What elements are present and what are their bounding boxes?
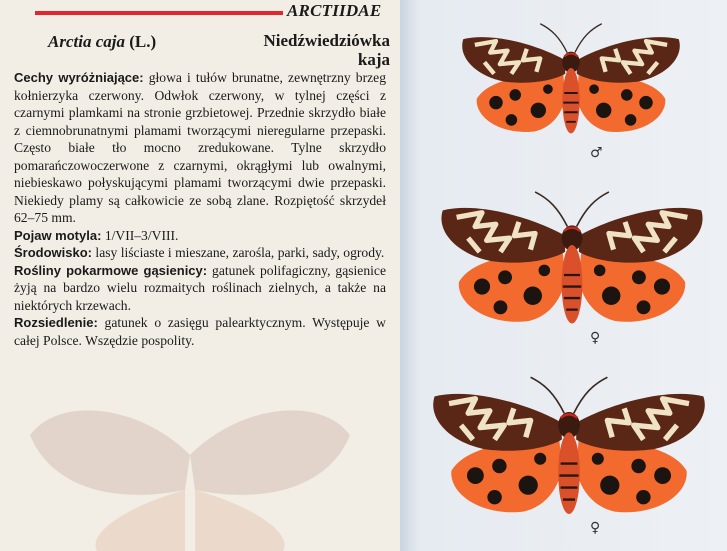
section-text: gatunek polifagiczny, gąsienice żyją na bardzo wielu rozmaitych roślinach zielnych, a także na niektórych krzewach.	[14, 262, 386, 313]
section-distribution	[14, 314, 386, 349]
section-text: głowa i tułów brunatne, zewnętrzny brzeg kołnierzyka czerwony. Odwłok czerwony, w tylnej części z czarnymi plamkami na stronie grzbietowej. Przednie skrzydło białe z ciemnobrunatnymi plamami tworzącymi nieregularne przepaski. Często białe tło mocno zredukowane. Tylne skrzydło pomarańczowoczerwone z czarnymi, okrągłymi lub owalnymi, niebieskawo połyskującymi plamami tworzącymi dwie przepaski. Niekiedy plamy są całkowicie ze sobą zlane. Rozpiętość skrzydeł 62–75 mm.	[14, 70, 386, 225]
family-name: ARCTIIDAE	[287, 1, 382, 20]
polish-name-line1: Niedźwiedziówka	[263, 31, 390, 50]
plate-page	[400, 0, 727, 551]
section-food-plants	[14, 262, 386, 315]
species-description	[14, 69, 386, 349]
section-flight-period	[14, 227, 386, 245]
section-text: 1/VII–3/VIII.	[101, 227, 179, 243]
species-polish-name	[263, 31, 390, 69]
section-label: Rozsiedlenie:	[14, 315, 98, 330]
female-symbol: ♀	[590, 330, 601, 346]
header-accent-bar	[35, 11, 283, 15]
section-label: Cechy wyróżniające:	[14, 70, 144, 85]
section-features	[14, 69, 386, 227]
female-symbol: ♀	[590, 520, 601, 536]
section-label: Pojaw motyla:	[14, 227, 102, 243]
section-label: Środowisko:	[14, 245, 93, 260]
section-text: lasy liściaste i mieszane, zarośla, parki, sady, ogrody.	[92, 245, 385, 260]
latin-name: Arctia caja	[48, 32, 125, 51]
moth-specimen-female-2	[425, 368, 713, 528]
polish-name-line2: kaja	[357, 50, 390, 69]
species-latin-name	[48, 32, 156, 52]
faded-moth-illustration	[20, 395, 360, 551]
moth-specimen-male	[455, 18, 687, 143]
section-label: Rośliny pokarmowe gąsienicy:	[14, 262, 208, 278]
author-citation: (L.)	[129, 32, 157, 51]
male-symbol: ♂	[590, 145, 603, 161]
moth-specimen-female-1	[432, 185, 712, 335]
section-text: gatunek o zasięgu palearktycznym. Występuje w całej Polsce. Wszędzie pospolity.	[14, 315, 386, 348]
section-habitat	[14, 244, 386, 262]
